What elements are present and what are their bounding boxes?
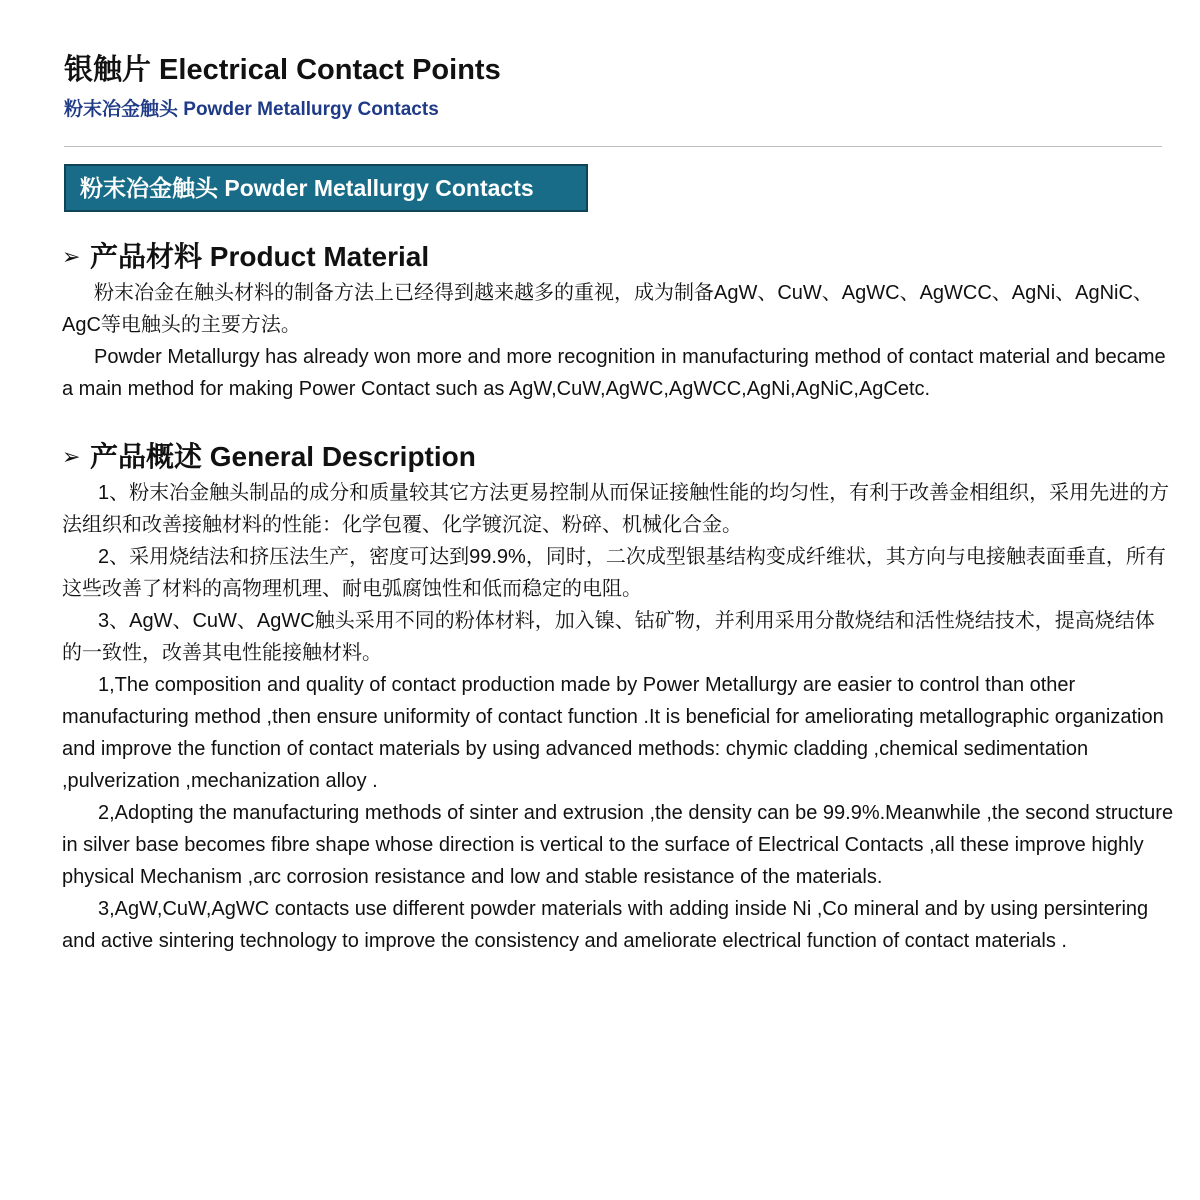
paragraph-desc-en-2: 2,Adopting the manufacturing methods of sinter and extrusion ,the density can be 99.9%.Meanwhile ,the second structure in silver base becomes fibre shape whose direction is vertical to the surface of Electrical Contacts ,all these improve highly physical Mechanism ,arc corrosion resistance and low and stable resistance of the materials. — [62, 802, 1174, 888]
arrow-bullet-icon: ➢ — [62, 444, 81, 469]
section-heading-label: 产品概述 General Description — [90, 441, 476, 472]
paragraph-desc-zh-1: 1、粉末冶金触头制品的成分和质量较其它方法更易控制从而保证接触性能的均匀性，有利于改善金相组织，采用先进的方法组织和改善接触材料的性能：化学包覆、化学镀沉淀、粉碎、机械化合金。 — [62, 482, 1170, 536]
page-subtitle: 粉末冶金触头 Powder Metallurgy Contacts — [64, 99, 439, 120]
section-heading-label: 产品材料 Product Material — [90, 241, 430, 272]
page-title: 银触片 Electrical Contact Points — [64, 54, 501, 86]
paragraph-desc-en-3: 3,AgW,CuW,AgWC contacts use different powder materials with adding inside Ni ,Co mineral and by using persintering and active sintering technology to improve the consistency and ameliorate electrical function of contact materials . — [62, 898, 1149, 952]
general-description-body — [62, 477, 1174, 957]
paragraph-desc-zh-3: 3、AgW、CuW、AgWC触头采用不同的粉体材料，加入镍、钴矿物，并利用采用分散烧结和活性烧结技术，提高烧结体的一致性，改善其电性能接触材料。 — [62, 610, 1155, 664]
paragraph-desc-en-1: 1,The composition and quality of contact production made by Power Metallurgy are easier to control than other manufacturing method ,then ensure uniformity of contact function .It is beneficial for ameliorating metallographic organization and improve the function of contact materials by using advanced methods: chymic cladding ,chemical sedimentation ,pulverization ,mechanization alloy . — [62, 674, 1164, 792]
section-heading-general-description — [62, 440, 476, 474]
section-heading-product-material — [62, 240, 429, 274]
paragraph-desc-zh-2: 2、采用烧结法和挤压法生产，密度可达到99.9%，同时，二次成型银基结构变成纤维状，其方向与电接触表面垂直，所有这些改善了材料的高物理机理、耐电弧腐蚀性和低而稳定的电阻。 — [62, 546, 1166, 600]
paragraph-material-en: Powder Metallurgy has already won more and more recognition in manufacturing method of contact material and became a main method for making Power Contact such as AgW,CuW,AgWC,AgWCC,AgNi,AgNiC,AgCetc. — [62, 346, 1166, 400]
product-material-body — [62, 277, 1174, 405]
paragraph-material-zh: 粉末冶金在触头材料的制备方法上已经得到越来越多的重视，成为制备AgW、CuW、AgWC、AgWCC、AgNi、AgNiC、AgC等电触头的主要方法。 — [62, 282, 1153, 336]
header-divider — [64, 146, 1162, 147]
arrow-bullet-icon: ➢ — [62, 244, 81, 269]
section-banner: 粉末冶金触头 Powder Metallurgy Contacts — [64, 164, 588, 212]
